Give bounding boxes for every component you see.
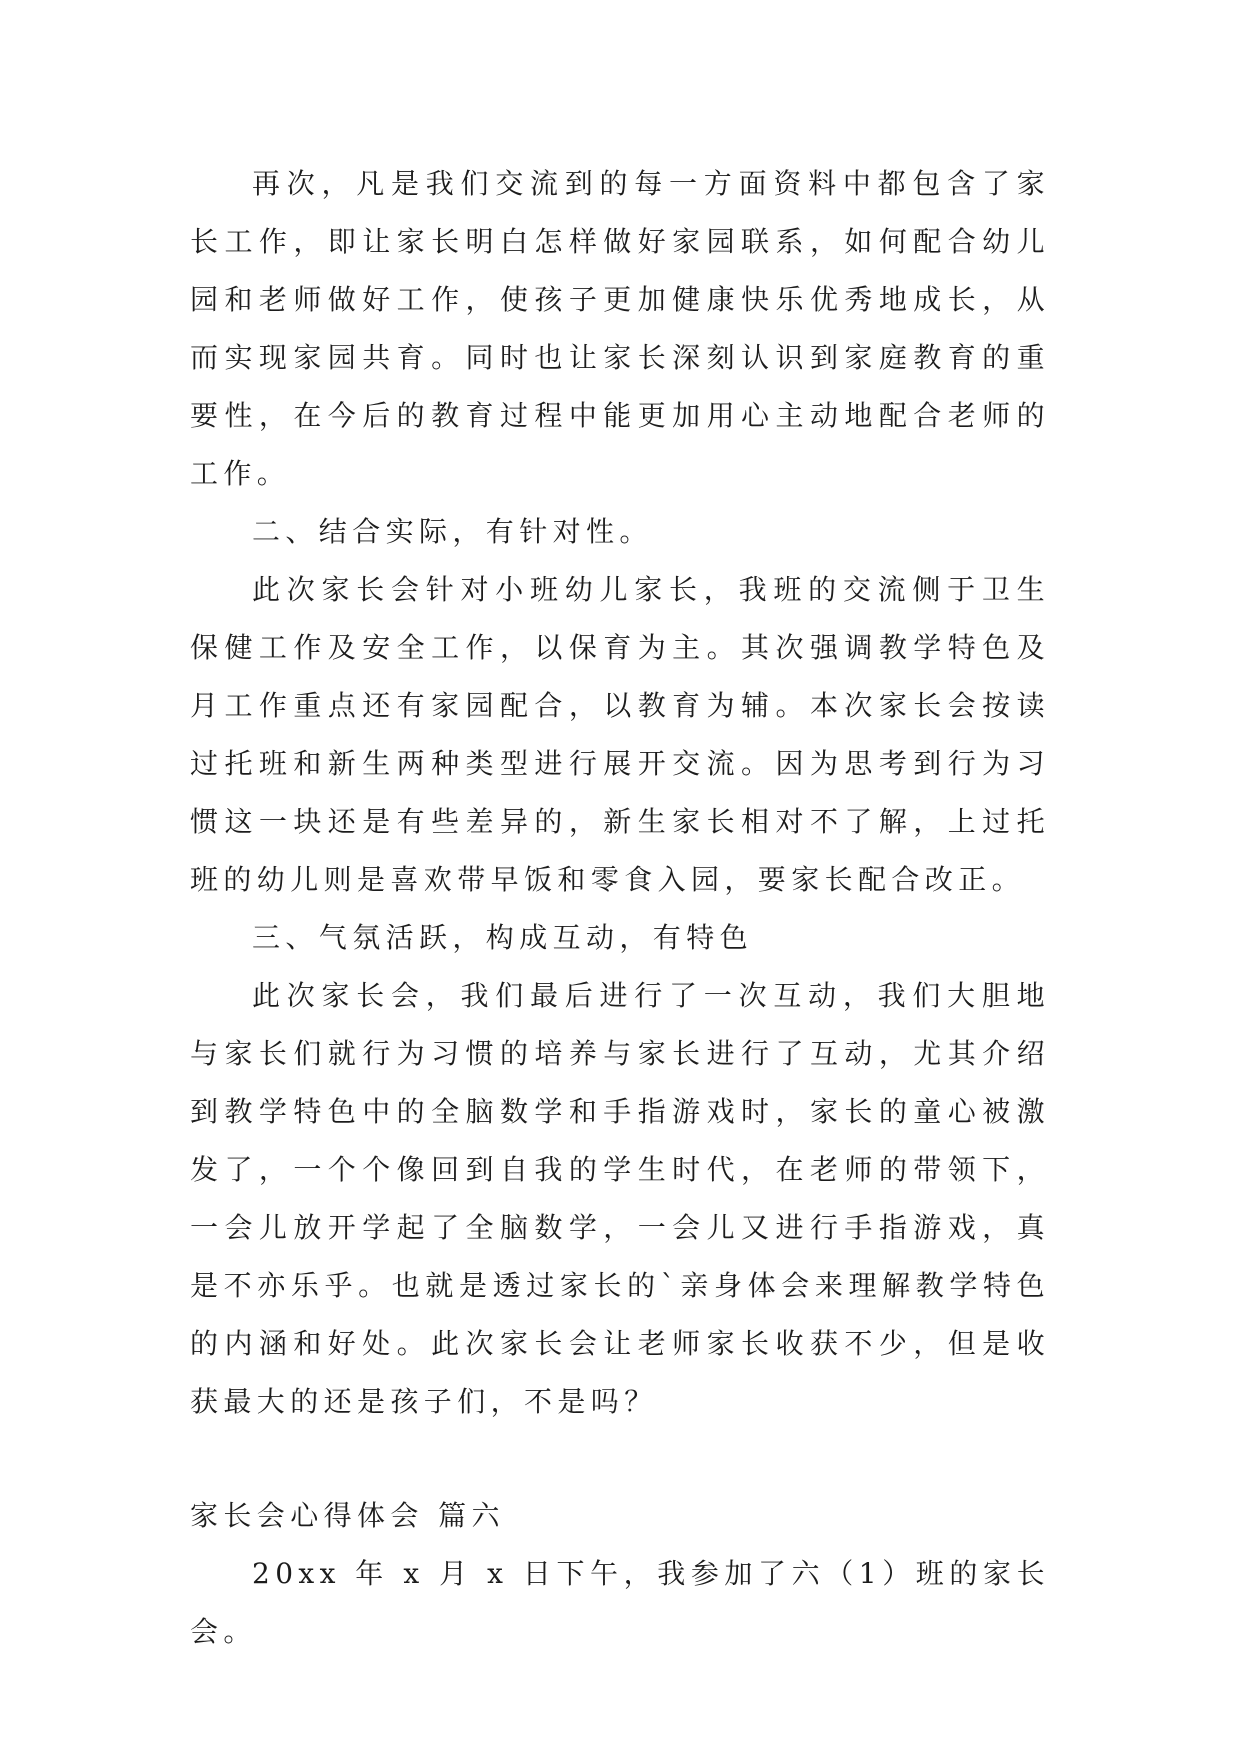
paragraph-small-class-focus: 此次家长会针对小班幼儿家长，我班的交流侧于卫生保健工作及安全工作，以保育为主。其次强调教学特色及月工作重点还有家园配合，以教育为辅。本次家长会按读过托班和新生两种类型进行展开交流。因为思考到行为习惯这一块还是有些差异的，新生家长相对不了解，上过托班的幼儿则是喜欢带早饭和零食入园，要家长配合改正。	[190, 573, 1050, 896]
paragraph-interaction: 此次家长会，我们最后进行了一次互动，我们大胆地与家长们就行为习惯的培养与家长进行了互动，尤其介绍到教学特色中的全脑数学和手指游戏时，家长的童心被激发了，一个个像回到自我的学生时代，在老师的带领下，一会儿放开学起了全脑数学，一会儿又进行手指游戏，真是不亦乐乎。也就是透过家长的`亲身体会来理解教学特色的内涵和好处。此次家长会让老师家长收获不少，但是收获最大的还是孩子们，不是吗？	[190, 979, 1050, 1418]
paragraph-home-school-cooperation: 再次，凡是我们交流到的每一方面资料中都包含了家长工作，即让家长明白怎样做好家园联系，如何配合幼儿园和老师做好工作，使孩子更加健康快乐优秀地成长，从而实现家园共育。同时也让家长深刻认识到家庭教育的重要性，在今后的教育过程中能更加用心主动地配合老师的工作。	[190, 167, 1050, 490]
paragraph-meeting-date: 20xx 年 x 月 x 日下午，我参加了六（1）班的家长会。	[190, 1557, 1050, 1648]
heading-point-three: 三、气氛活跃，构成互动，有特色	[252, 921, 754, 954]
section-title: 家长会心得体会 篇六	[190, 1499, 505, 1532]
document-body	[190, 155, 1050, 1661]
heading-point-two: 二、结合实际，有针对性。	[252, 515, 653, 548]
